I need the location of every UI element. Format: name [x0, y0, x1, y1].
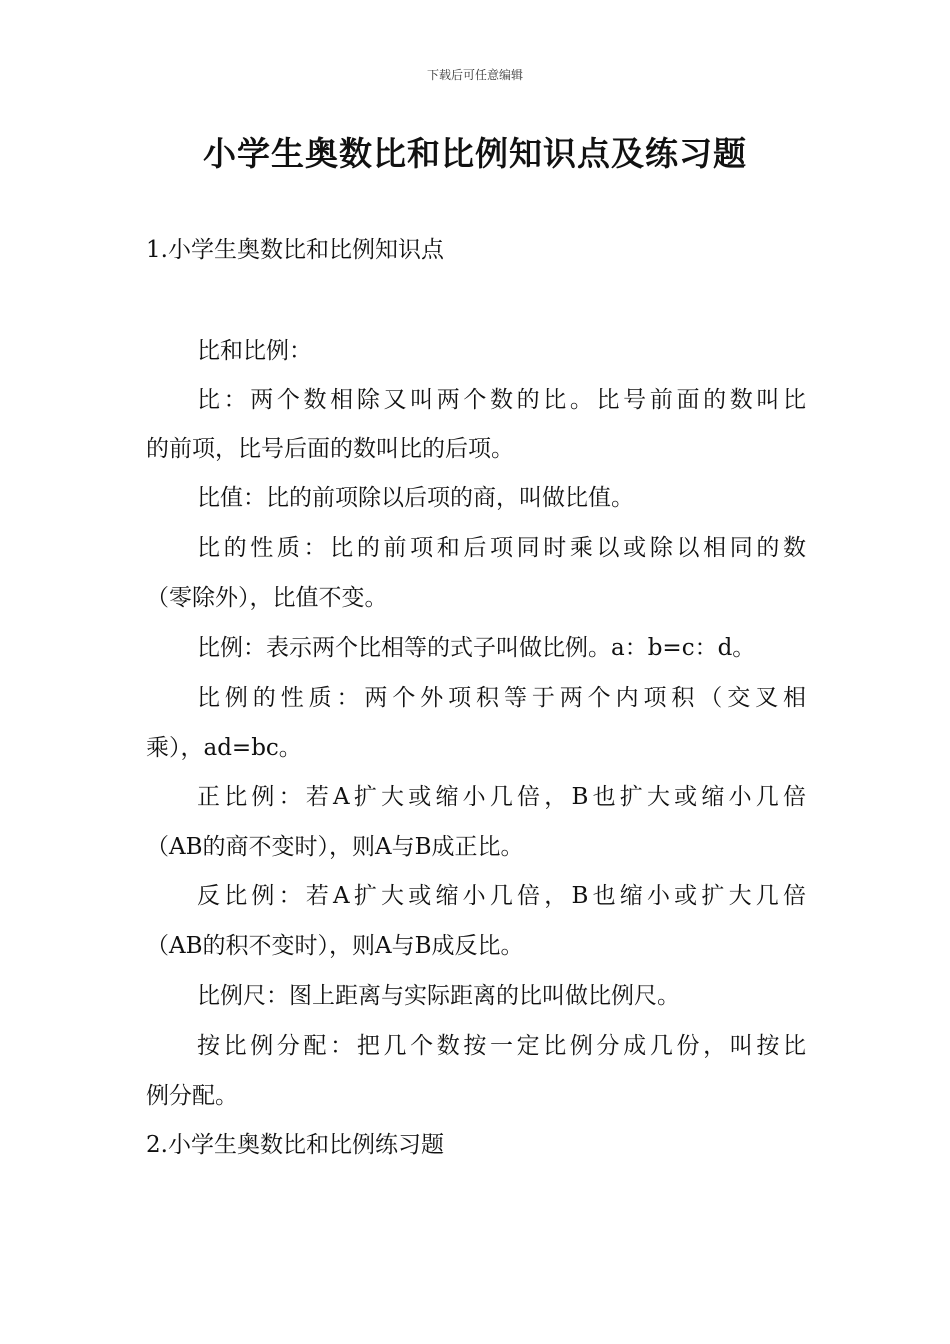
- page-title: 小学生奥数比和比例知识点及练习题: [203, 134, 747, 173]
- paragraph-fanbili: 反比例：若A扩大或缩小几倍，B也缩小或扩大几倍: [197, 883, 806, 909]
- header-note: 下载后可任意编辑: [426, 68, 523, 82]
- section-1-heading: 1.小学生奥数比和比例知识点: [146, 237, 444, 263]
- paragraph-bi-xingzhi: 比的性质：比的前项和后项同时乘以或除以相同的数: [197, 535, 806, 561]
- paragraph-bi-definition-cont: 的前项，比号后面的数叫比的后项。: [146, 436, 514, 462]
- paragraph-an-bili-cont: 例分配。: [146, 1083, 238, 1109]
- paragraph-an-bili: 按比例分配：把几个数按一定比例分成几份，叫按比: [197, 1033, 806, 1059]
- paragraph-bi-xingzhi-cont: （零除外），比值不变。: [146, 585, 388, 611]
- paragraph-bili-xingzhi: 比例的性质：两个外项积等于两个内项积（交叉相: [197, 685, 806, 711]
- paragraph-bizhi: 比值：比的前项除以后项的商，叫做比值。: [197, 485, 634, 511]
- paragraph-bihe-bili: 比和比例：: [197, 338, 312, 364]
- paragraph-bi-definition: 比：两个数相除又叫两个数的比。比号前面的数叫比: [197, 387, 806, 413]
- section-2-heading: 2.小学生奥数比和比例练习题: [146, 1132, 444, 1158]
- paragraph-bili: 比例：表示两个比相等的式子叫做比例。a：b=c：d。: [197, 635, 756, 661]
- paragraph-zhengbili: 正比例：若A扩大或缩小几倍，B也扩大或缩小几倍: [197, 784, 806, 810]
- paragraph-zhengbili-cont: （AB的商不变时），则A与B成正比。: [146, 834, 524, 860]
- paragraph-bilichi: 比例尺：图上距离与实际距离的比叫做比例尺。: [197, 983, 680, 1009]
- paragraph-fanbili-cont: （AB的积不变时），则A与B成反比。: [146, 933, 524, 959]
- paragraph-bili-xingzhi-cont: 乘），ad=bc。: [146, 735, 302, 761]
